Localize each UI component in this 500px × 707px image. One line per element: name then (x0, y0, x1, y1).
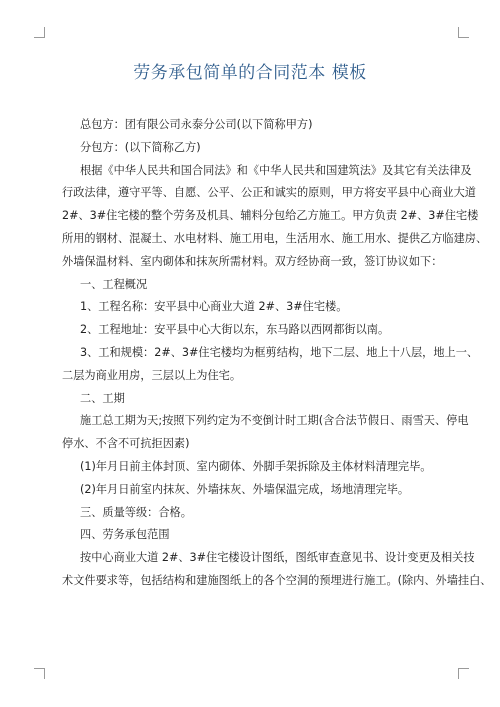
paragraph-line: 二层为商业用房，三层以上为住宅。 (62, 368, 242, 382)
paragraph-line: 所用的钢材、混凝土、水电材料、施工用电，生活用水、施工用水、提供乙方临建房、 (62, 231, 488, 245)
document-title: 劳务承包简单的合同范本 模板 (133, 63, 367, 83)
paragraph-line: 3、工和规模：2#、3#住宅楼均为框剪结构，地下二层、地上十八层，地上一、 (80, 345, 479, 359)
section-heading: 二、工期 (80, 391, 125, 405)
paragraph-line: 行政法律，遵守平等、自愿、公平、公正和诚实的原则，甲方将安平县中心商业大道 (62, 186, 476, 200)
paragraph-line: (2)年月日前室内抹灰、外墙抹灰、外墙保温完成，场地清理完毕。 (80, 482, 410, 496)
paragraph-line: 施工总工期为天;按照下列约定为不变倒计时工期(含合法节假日、雨雪天、停电 (80, 414, 469, 428)
paragraph-line: 停水、不含不可抗拒因素) (62, 437, 190, 451)
crop-mark-top-left (34, 27, 45, 38)
contractor-line: 总包方：团有限公司永泰分公司(以下简称甲方) (80, 118, 313, 131)
paragraph-line: 2、工程地址：安平县中心大街以东，东马路以西网都街以南。 (80, 323, 390, 337)
paragraph-line: 根据《中华人民共和国合同法》和《中华人民共和国建筑法》及其它有关法律及 (80, 163, 472, 177)
paragraph-line: 外墙保温材料、室内砌体和抹灰所需材料。双方经协商一致，签订协议如下： (62, 254, 443, 268)
section-heading: 一、工程概况 (80, 277, 148, 291)
section-heading: 四、劳务承包范围 (80, 528, 170, 542)
crop-mark-top-right (458, 27, 469, 38)
section-heading: 三、质量等级：合格。 (80, 505, 192, 519)
paragraph-line: (1)年月日前主体封顶、室内砌体、外脚手架拆除及主体材料清理完毕。 (80, 459, 432, 473)
paragraph-line: 术文件要求等，包括结构和建施图纸上的各个空洞的预埋进行施工。(除内、外墙挂白、 (62, 573, 492, 587)
subcontractor-line: 分包方：(以下简称乙方) (80, 140, 201, 154)
document-body (62, 114, 492, 593)
crop-mark-bottom-left (34, 668, 45, 679)
paragraph-line: 按中心商业大道 2#、3#住宅楼设计图纸，图纸审查意见书、设计变更及相关技 (80, 551, 475, 565)
paragraph-line: 1、工程名称：安平县中心商业大道 2#、3#住宅楼。 (80, 300, 348, 314)
paragraph-line: 2#、3#住宅楼的整个劳务及机具、辅料分包给乙方施工。甲方负责 2#、3#住宅楼 (62, 209, 479, 223)
crop-mark-bottom-right (458, 668, 469, 679)
